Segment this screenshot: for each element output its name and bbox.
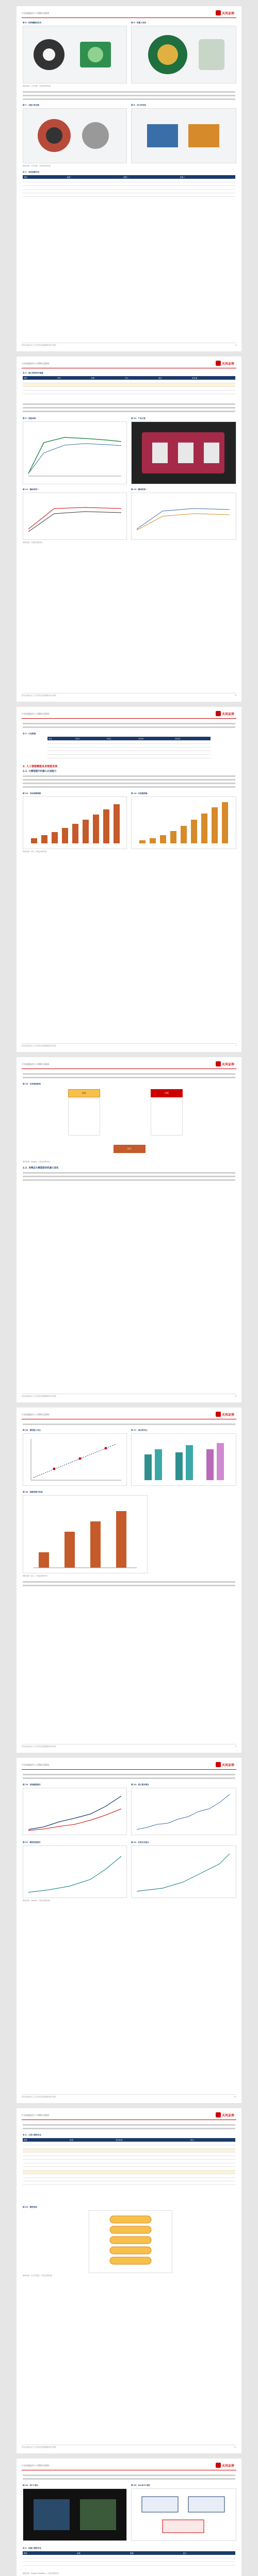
- figure-frameless-motor: [23, 108, 127, 163]
- flow-box-execution: 执行: [114, 1145, 146, 1153]
- brand-logo: [216, 1061, 236, 1067]
- model-performance-line-chart: [23, 1846, 126, 1897]
- data-table: [23, 2138, 235, 2185]
- page-footer: [22, 343, 236, 348]
- table-header: 供应商: [191, 376, 235, 380]
- source-note: 资料来源：各公司官网，天风证券研究所: [23, 2275, 53, 2277]
- body-text: [23, 778, 235, 782]
- figure-caption: 图 12：测试结果二: [131, 488, 148, 490]
- figure-task-generalization: [131, 1845, 236, 1898]
- body-text: [23, 410, 235, 413]
- figure-caption: 图 20：算力需求增长: [131, 1784, 150, 1786]
- table-caption: 表 1：电机参数对比: [23, 171, 40, 173]
- figure-param-performance: [23, 1495, 148, 1573]
- page-header: [22, 360, 236, 368]
- source-note: 资料来源：OpenAI，天风证券研究所: [23, 1900, 51, 1902]
- figure-caption: 图 7：无框力矩电机: [23, 104, 40, 106]
- shipments-bar-chart: [132, 797, 236, 849]
- table-header: 部件: [23, 376, 56, 380]
- frameless-motor-illustration: [23, 109, 126, 163]
- report-page-3: [17, 707, 241, 1052]
- page-header: [22, 2462, 236, 2470]
- page-footer: [22, 2445, 236, 2450]
- table-row: [23, 2171, 235, 2174]
- palme-architecture-diagram: [132, 2489, 236, 2540]
- body-text: [23, 726, 235, 729]
- table-header-row: [23, 2138, 235, 2142]
- table-header: 价格: [90, 376, 123, 380]
- figure-caption: 图 21：模型性能提升: [23, 1841, 41, 1843]
- table-header: 参数二: [122, 175, 179, 179]
- body-text: [23, 1172, 235, 1175]
- report-page-8: [17, 2459, 241, 2576]
- flow-box-perception: 感知: [68, 1089, 100, 1097]
- figure-performance-curve: [23, 421, 127, 484]
- body-text: [23, 1175, 235, 1178]
- figure-test-result-1: [23, 493, 127, 540]
- brand-logo: [216, 2462, 236, 2468]
- coreless-motor-illustration: [132, 109, 236, 163]
- footer-disclaimer: 请务必阅读正文之后的信息披露和免责申明: [22, 2096, 56, 2098]
- logo-text: 天风证券: [222, 1063, 235, 1066]
- market-size-bar-chart: [23, 797, 126, 849]
- brand-logo: [216, 360, 236, 366]
- body-text: [23, 91, 235, 94]
- page-header: [22, 9, 236, 18]
- figure-product-photo: [131, 421, 236, 484]
- motor-illustration: [132, 26, 236, 83]
- table-header: 2023E: [137, 737, 174, 740]
- table-caption: 表 4：主要大模型对比: [23, 2134, 42, 2136]
- logo-text: 天风证券: [222, 1413, 235, 1417]
- body-text: [23, 94, 235, 97]
- table-row: [23, 391, 235, 394]
- figure-caption: 图 15：具身智能框架: [23, 1083, 41, 1085]
- table-row: [23, 186, 235, 190]
- body-text: [23, 1076, 235, 1079]
- table-row: [23, 2156, 235, 2160]
- logo-text: 天风证券: [222, 2464, 235, 2468]
- table-row: [23, 383, 235, 387]
- table-header: 能力: [182, 2551, 235, 2555]
- compute-growth-line-chart: [132, 1788, 236, 1835]
- table-header: 数据: [129, 2551, 182, 2555]
- table-header: 参数: [76, 2551, 129, 2555]
- table-row: [23, 2167, 235, 2171]
- body-text: [23, 1584, 235, 1587]
- figure-caption: 图 23：模型架构: [23, 2206, 37, 2208]
- body-text: [23, 1581, 235, 1584]
- page-header: [22, 2111, 236, 2120]
- page-number: 5: [235, 344, 236, 346]
- figure-caption: 图 14：出货量预测: [131, 792, 148, 794]
- architecture-diagram: [89, 2211, 172, 2273]
- table-row: [23, 2145, 235, 2149]
- header-text: 行业深度报告 | 计算机/互联网: [22, 362, 50, 365]
- figure-caption: 图 22：任务泛化能力: [131, 1841, 150, 1843]
- header-text: 行业深度报告 | 计算机/互联网: [22, 1063, 50, 1065]
- footer-disclaimer: 请务必阅读正文之后的信息披露和免责申明: [22, 1395, 56, 1397]
- page-footer: [22, 1394, 236, 1399]
- table-header-row: [47, 737, 211, 740]
- report-page-4: [17, 1057, 241, 1402]
- report-page-6: [17, 1758, 241, 2103]
- page-header: [22, 1411, 236, 1419]
- figure-market-size: [23, 796, 127, 849]
- data-growth-line-chart: [23, 1788, 126, 1835]
- footer-disclaimer: 请务必阅读正文之后的信息披露和免责申明: [22, 694, 56, 697]
- logo-icon: [216, 1061, 221, 1066]
- table-header: 模型: [23, 2138, 69, 2142]
- logo-icon: [216, 1762, 221, 1767]
- body-text: [23, 722, 235, 725]
- figure-shipments: [131, 796, 236, 849]
- report-page-1: [17, 6, 241, 351]
- test-result-chart-2: [132, 493, 236, 539]
- flow-column-right: [151, 1098, 183, 1136]
- logo-text: 天风证券: [222, 713, 235, 716]
- page-number: 6: [235, 694, 236, 697]
- table-header: 机构: [69, 2138, 115, 2142]
- figure-model-architecture: [89, 2210, 172, 2273]
- brand-logo: [216, 1761, 236, 1768]
- body-text: [23, 2474, 235, 2477]
- table-header: 模型: [23, 2551, 76, 2555]
- body-text: [23, 1423, 235, 1426]
- logo-text: 天风证券: [222, 2114, 235, 2117]
- table-row: [23, 193, 235, 197]
- logo-icon: [216, 1412, 221, 1417]
- table-row: [23, 2178, 235, 2181]
- data-table: [23, 376, 235, 394]
- figure-test-result-2: [131, 493, 236, 540]
- table-header: 型号: [56, 376, 90, 380]
- table-row: [23, 190, 235, 193]
- figure-model-performance: [23, 1845, 127, 1898]
- logo-icon: [216, 2463, 221, 2468]
- body-text: [23, 1179, 235, 1182]
- source-note: 资料来源：Google DeepMind，天风证券研究所: [23, 2572, 59, 2574]
- magnet-illustration: [23, 26, 126, 83]
- table-caption: 表 5：机器人模型对比: [23, 2547, 42, 2549]
- param-performance-bar-chart: [23, 1496, 147, 1573]
- page-footer: [22, 1043, 236, 1049]
- brand-logo: [216, 710, 236, 717]
- table-row: [23, 2149, 235, 2153]
- page-number: 11: [234, 2446, 236, 2448]
- figure-model-compare: [23, 1433, 127, 1486]
- table-caption: 表 3：行业数据: [23, 733, 36, 735]
- page-header: [22, 710, 236, 719]
- table-header: 项目: [47, 737, 74, 740]
- footer-disclaimer: 请务必阅读正文之后的信息披露和免责申明: [22, 2446, 56, 2448]
- body-text: [23, 786, 235, 789]
- table-row: [23, 2558, 235, 2562]
- body-text: [23, 406, 235, 410]
- figure-caption: 图 8：空心杯电机: [131, 104, 146, 106]
- table-header: 参数一: [66, 175, 122, 179]
- test-result-chart-1: [23, 493, 126, 539]
- table-header-row: [23, 2551, 235, 2555]
- source-note: 资料来源：IFR，天风证券研究所: [23, 851, 47, 853]
- table-header: 占比: [124, 376, 157, 380]
- logo-text: 天风证券: [222, 362, 235, 366]
- page-footer: [22, 693, 236, 699]
- logo-icon: [216, 2112, 221, 2117]
- data-table: [23, 2551, 235, 2566]
- body-text: [23, 782, 235, 785]
- report-page-5: [17, 1408, 241, 1753]
- footer-disclaimer: 请务必阅读正文之后的信息披露和免责申明: [22, 1745, 56, 1748]
- source-note: 资料来源：公司官网，天风证券研究所: [23, 85, 51, 87]
- source-note: 资料来源：Google，天风证券研究所: [23, 1161, 50, 1163]
- table-header: 类别: [23, 175, 66, 179]
- table-row: [47, 748, 211, 751]
- page-number: 7: [235, 1045, 236, 1047]
- logo-icon: [216, 711, 221, 716]
- footer-disclaimer: 请务必阅读正文之后的信息披露和免责申明: [22, 1045, 56, 1047]
- body-text: [23, 1777, 235, 1780]
- table-header: 2024E: [174, 737, 211, 740]
- table-header: 2021: [74, 737, 106, 740]
- figure-caption: 图 18：参数规模与性能: [23, 1491, 43, 1493]
- body-text: [23, 1073, 235, 1076]
- figure-motor: [131, 26, 236, 83]
- table-row: [23, 2562, 235, 2566]
- figure-success-rate: [131, 1433, 236, 1486]
- table-row: [47, 755, 211, 758]
- figure-caption: 图 16：模型能力对比: [23, 1429, 41, 1431]
- report-page-2: [17, 357, 241, 702]
- body-text: [23, 403, 235, 406]
- table-row: [23, 2174, 235, 2178]
- table-header: 参数三: [179, 175, 235, 179]
- figure-data-growth: [23, 1788, 127, 1835]
- table-row: [47, 751, 211, 755]
- table-row: [23, 2153, 235, 2156]
- rt2-demo-illustration: [23, 2489, 126, 2540]
- product-photo-illustration: [132, 422, 236, 484]
- table-row: [23, 2160, 235, 2163]
- table-row: [23, 387, 235, 391]
- data-table: [47, 737, 211, 758]
- section-heading: 2. 人工智能赋能具身智能发展: [23, 765, 58, 768]
- figure-caption: 图 19：训练数据增长: [23, 1784, 41, 1786]
- table-header-row: [23, 175, 235, 179]
- figure-caption: 图 6：机器人电机: [131, 22, 146, 24]
- page-header: [22, 1761, 236, 1770]
- page-number: 8: [235, 1395, 236, 1397]
- figure-rt2-demo: [23, 2488, 127, 2541]
- header-text: 行业深度报告 | 计算机/互联网: [22, 2114, 50, 2116]
- figure-caption: 图 11：测试结果一: [23, 488, 39, 490]
- body-text: [23, 1773, 235, 1776]
- table-header-row: [23, 376, 235, 380]
- table-row: [23, 2181, 235, 2185]
- figure-caption: 图 5：钕铁硼磁材应用: [23, 22, 42, 24]
- table-header: 备注: [157, 376, 191, 380]
- logo-icon: [216, 10, 221, 15]
- page-footer: [22, 2094, 236, 2100]
- data-table: [23, 175, 235, 197]
- header-text: 行业深度报告 | 计算机/互联网: [22, 713, 50, 715]
- table-row: [23, 2163, 235, 2167]
- source-note: 资料来源：论文，天风证券研究所: [23, 1575, 47, 1577]
- brand-logo: [216, 1411, 236, 1417]
- body-text: [23, 2127, 235, 2130]
- figure-caption: 图 10：产品示意: [131, 417, 146, 419]
- brand-logo: [216, 2112, 236, 2118]
- header-text: 行业深度报告 | 计算机/互联网: [22, 12, 50, 14]
- flow-column-left: [68, 1098, 100, 1136]
- page-header: [22, 1060, 236, 1069]
- subsection-heading: 2.1. 大模型提升机器人认知能力: [23, 770, 57, 773]
- body-text: [23, 775, 235, 778]
- performance-curve-chart: [23, 422, 126, 484]
- logo-icon: [216, 361, 221, 366]
- report-page-7: [17, 2108, 241, 2453]
- table-row: [47, 744, 211, 748]
- page-number: 10: [234, 2096, 236, 2098]
- body-text: [23, 98, 235, 101]
- figure-caption: 图 13：市场规模预测: [23, 792, 41, 794]
- flow-box-decision: 决策: [151, 1089, 183, 1097]
- figure-coreless-motor: [131, 108, 236, 163]
- table-header: 发布时间: [115, 2138, 189, 2142]
- figure-caption: 图 9：性能曲线: [23, 417, 36, 419]
- table-caption: 表 2：核心零部件价值量: [23, 372, 43, 374]
- logo-text: 天风证券: [222, 12, 235, 15]
- page-footer: [22, 1744, 236, 1750]
- page-number: 9: [235, 1745, 236, 1748]
- model-compare-scatter: [23, 1434, 126, 1485]
- header-text: 行业深度报告 | 计算机/互联网: [22, 2464, 50, 2467]
- figure-magnets: [23, 26, 127, 83]
- footer-disclaimer: 请务必阅读正文之后的信息披露和免责申明: [22, 344, 56, 346]
- figure-compute-growth: [131, 1788, 236, 1835]
- logo-text: 天风证券: [222, 1764, 235, 1767]
- table-header: 2022: [106, 737, 137, 740]
- success-rate-bar-chart: [132, 1434, 236, 1485]
- brand-logo: [216, 10, 236, 16]
- source-note: 资料来源：天风证券研究所: [23, 541, 43, 544]
- table-row: [23, 182, 235, 186]
- body-text: [23, 2478, 235, 2481]
- body-text: [23, 2124, 235, 2127]
- figure-caption: 图 25：PaLM-E 架构: [131, 2484, 150, 2486]
- header-text: 行业深度报告 | 计算机/互联网: [22, 1413, 50, 1416]
- figure-caption: 图 24：RT-2 演示: [23, 2484, 39, 2486]
- figure-palme-architecture: [131, 2488, 236, 2541]
- table-header: 特点: [189, 2138, 235, 2142]
- task-generalization-line-chart: [132, 1846, 236, 1897]
- source-note: 资料来源：公司官网，天风证券研究所: [23, 165, 51, 167]
- figure-caption: 图 17：成功率对比: [131, 1429, 148, 1431]
- subsection-heading: 2.2. 多模态大模型驱动机器人进化: [23, 1167, 59, 1170]
- header-text: 行业深度报告 | 计算机/互联网: [22, 1764, 50, 1766]
